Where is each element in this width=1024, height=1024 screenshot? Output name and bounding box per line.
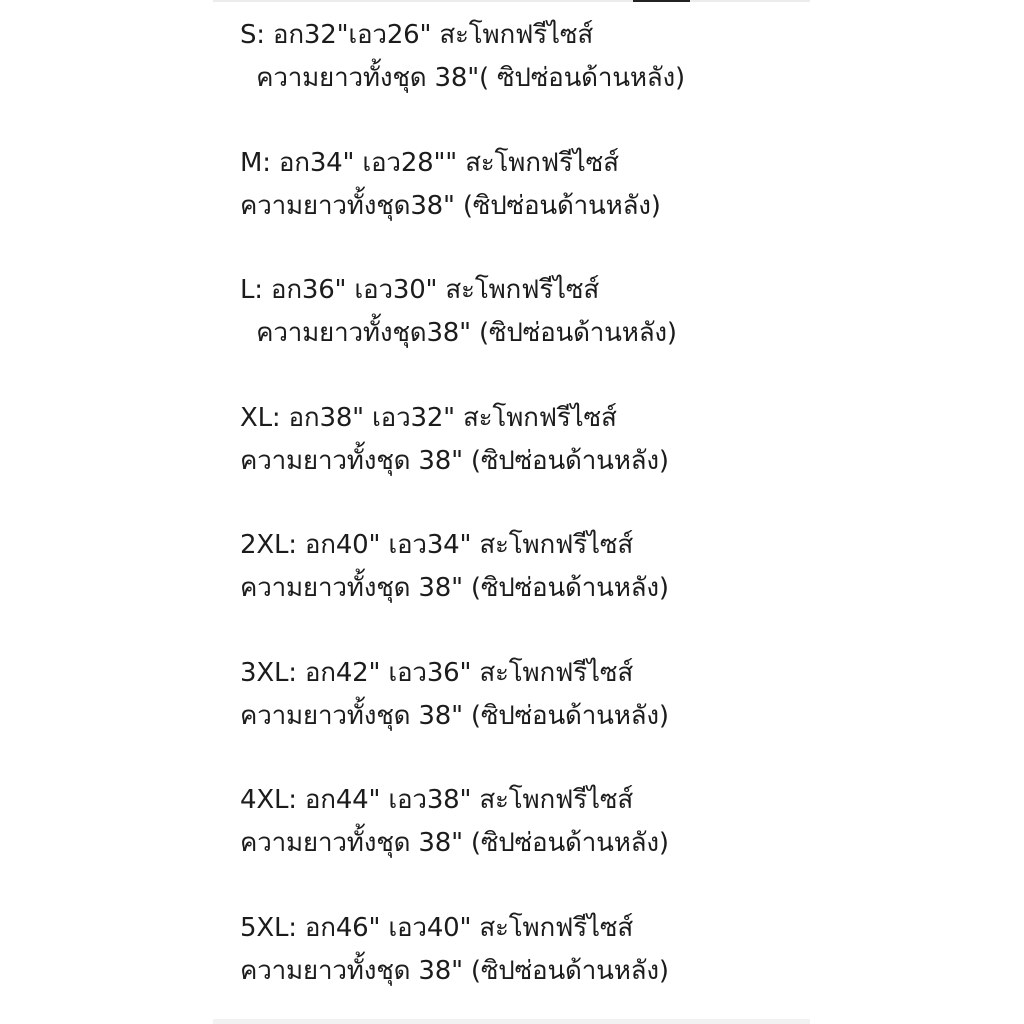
size-chart — [240, 14, 800, 1024]
size-entry-l — [240, 269, 800, 397]
size-length-note: ความยาวทั้งชุด38" (ซิปซ่อนด้านหลัง) — [240, 318, 677, 348]
size-entry-2xl — [240, 524, 800, 652]
size-length-note: ความยาวทั้งชุด 38" (ซิปซ่อนด้านหลัง) — [240, 828, 669, 858]
size-entry-m — [240, 142, 800, 270]
size-measurements: 5XL: อก46" เอว40" สะโพกฟรีไซส์ — [240, 912, 633, 943]
size-length-note: ความยาวทั้งชุด 38" (ซิปซ่อนด้านหลัง) — [240, 445, 669, 476]
size-length-note: ความยาวทั้งชุด 38" (ซิปซ่อนด้านหลัง) — [240, 573, 669, 603]
size-entry-xl — [240, 397, 800, 525]
size-measurements: S: อก32"เอว26" สะโพกฟรีไซส์ — [240, 20, 593, 50]
top-divider — [213, 0, 810, 2]
size-measurements: 4XL: อก44" เอว38" สะโพกฟรีไซส์ — [240, 785, 633, 815]
size-length-note: ความยาวทั้งชุด38" (ซิปซ่อนด้านหลัง) — [240, 190, 661, 221]
size-measurements: XL: อก38" เอว32" สะโพกฟรีไซส์ — [240, 402, 617, 433]
size-length-note: ความยาวทั้งชุด 38" (ซิปซ่อนด้านหลัง) — [240, 955, 669, 986]
size-measurements: 2XL: อก40" เอว34" สะโพกฟรีไซส์ — [240, 530, 633, 560]
size-entry-4xl — [240, 779, 800, 907]
active-tab-indicator — [633, 0, 690, 2]
size-entry-s — [240, 14, 800, 142]
size-entry-3xl — [240, 652, 800, 780]
size-measurements: M: อก34" เอว28"" สะโพกฟรีไซส์ — [240, 147, 619, 178]
size-measurements: L: อก36" เอว30" สะโพกฟรีไซส์ — [240, 275, 600, 305]
size-entry-5xl — [240, 907, 800, 1024]
bottom-divider — [213, 1019, 810, 1024]
size-length-note: ความยาวทั้งชุด 38" (ซิปซ่อนด้านหลัง) — [240, 700, 669, 731]
size-length-note: ความยาวทั้งชุด 38"( ซิปซ่อนด้านหลัง) — [240, 63, 685, 93]
size-measurements: 3XL: อก42" เอว36" สะโพกฟรีไซส์ — [240, 657, 633, 688]
